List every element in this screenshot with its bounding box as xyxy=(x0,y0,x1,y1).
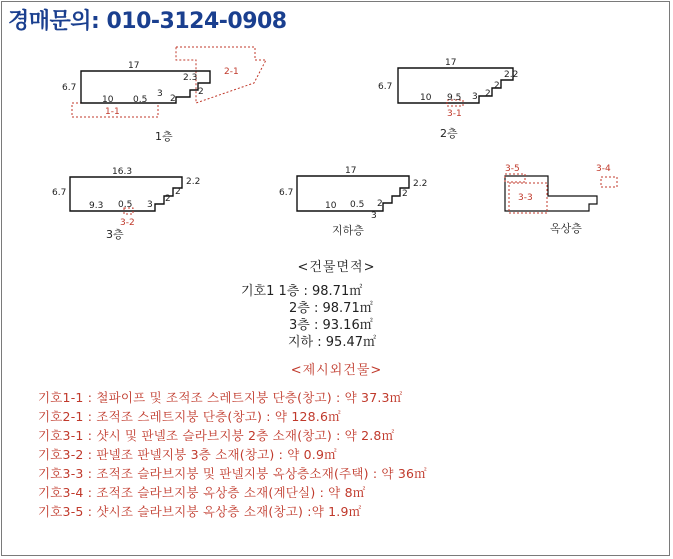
dim-label: 2 xyxy=(377,199,383,209)
floor-plans xyxy=(0,0,673,250)
annex-label: 3-1 xyxy=(447,109,462,119)
extra-row: 기호3-2 : 판넬조 판넬지붕 3층 소재(창고) : 약 0.9㎡ xyxy=(38,447,337,462)
annex-label: 3-3 xyxy=(518,193,533,203)
dim-label: 0.5 xyxy=(133,95,148,105)
area-label: 3층 xyxy=(289,318,310,333)
area-value: : 95.47㎡ xyxy=(317,335,376,350)
dim-label: 6.7 xyxy=(62,83,77,93)
plan-floor1 xyxy=(62,47,266,143)
dim-label: 17 xyxy=(128,61,140,71)
dim-label: 2 xyxy=(402,189,408,199)
plan-caption: 1층 xyxy=(155,130,173,143)
dim-label: 2 xyxy=(170,94,176,104)
dim-label: 17 xyxy=(345,166,357,176)
extra-row: 기호1-1 : 철파이프 및 조적조 스레트지붕 단층(창고) : 약 37.3㎡ xyxy=(38,390,403,405)
dim-label: 6.7 xyxy=(279,188,294,198)
plan-caption: 지하층 xyxy=(332,224,364,237)
area-value: : 93.16㎡ xyxy=(313,318,373,333)
annex-label: 3-2 xyxy=(120,218,135,228)
dim-label: 6.7 xyxy=(52,188,67,198)
plan-caption: 3층 xyxy=(106,228,124,241)
plan-caption: 옥상층 xyxy=(550,222,582,235)
area-title: <건물면적> xyxy=(297,260,376,275)
dim-label: 2.3 xyxy=(183,73,198,83)
plan-rooftop xyxy=(505,164,617,235)
plan-floor3 xyxy=(52,167,200,241)
annex-label: 1-1 xyxy=(105,107,120,117)
annex-label: 2-1 xyxy=(224,67,239,77)
dim-label: 10 xyxy=(102,95,114,105)
dim-label: 10 xyxy=(420,93,432,103)
extra-row: 기호3-3 : 조적조 슬라브지붕 및 판넬지붕 옥상층소재(주택) : 약 36㎡ xyxy=(38,466,427,481)
dim-label: 10 xyxy=(325,201,337,211)
area-label: 2층 xyxy=(289,301,310,316)
dim-label: 2 xyxy=(175,187,181,197)
dim-label: 3 xyxy=(157,89,163,99)
dim-label: 0.5 xyxy=(350,200,365,210)
dim-label: 0.5 xyxy=(118,200,133,210)
annex-label: 3-5 xyxy=(505,164,520,174)
dim-label: 16.3 xyxy=(112,167,133,177)
dim-label: 2.2 xyxy=(413,179,428,189)
plan-caption: 2층 xyxy=(440,127,458,140)
extras-title: <제시외건물> xyxy=(290,363,383,378)
dim-label: 2 xyxy=(165,194,171,204)
area-value: : 98.71㎡ xyxy=(313,301,373,316)
dim-label: 2 xyxy=(494,81,500,91)
area-value: : 98.71㎡ xyxy=(303,284,363,299)
extra-row: 기호3-1 : 샷시 및 판넬조 슬라브지붕 2층 소재(창고) : 약 2.8㎡ xyxy=(38,428,395,443)
extra-row: 기호2-1 : 조적조 스레트지붕 단층(창고) : 약 128.6㎡ xyxy=(38,409,341,424)
annex-label: 3-4 xyxy=(596,164,611,174)
dim-label: 2.2 xyxy=(504,70,519,80)
dim-label: 6.7 xyxy=(378,82,393,92)
dim-label: 9.3 xyxy=(89,201,104,211)
annex-3-5 xyxy=(505,174,525,182)
dim-label: 2 xyxy=(198,87,204,97)
dim-label: 17 xyxy=(445,58,457,68)
annex-3-4 xyxy=(601,177,617,187)
contact-header: 경매문의: 010-3124-0908 xyxy=(8,9,287,34)
extra-row: 기호3-4 : 조적조 슬라브지붕 옥상층 소재(계단실) : 약 8㎡ xyxy=(38,485,366,500)
area-label: 기호1 1층 xyxy=(241,284,300,299)
plan-floor2 xyxy=(378,58,518,140)
area-label: 지하 xyxy=(288,335,314,350)
extra-row: 기호3-5 : 샷시조 슬라브지붕 옥상층 소재(창고) :약 1.9㎡ xyxy=(38,504,362,519)
dim-label: 3 xyxy=(371,211,377,221)
plan-basement xyxy=(279,166,427,237)
dim-label: 9.5 xyxy=(447,93,462,103)
dim-label: 3 xyxy=(472,92,478,102)
dim-label: 2.2 xyxy=(186,177,201,187)
dim-label: 3 xyxy=(147,200,153,210)
dim-label: 2 xyxy=(485,89,491,99)
area-row xyxy=(288,331,376,350)
